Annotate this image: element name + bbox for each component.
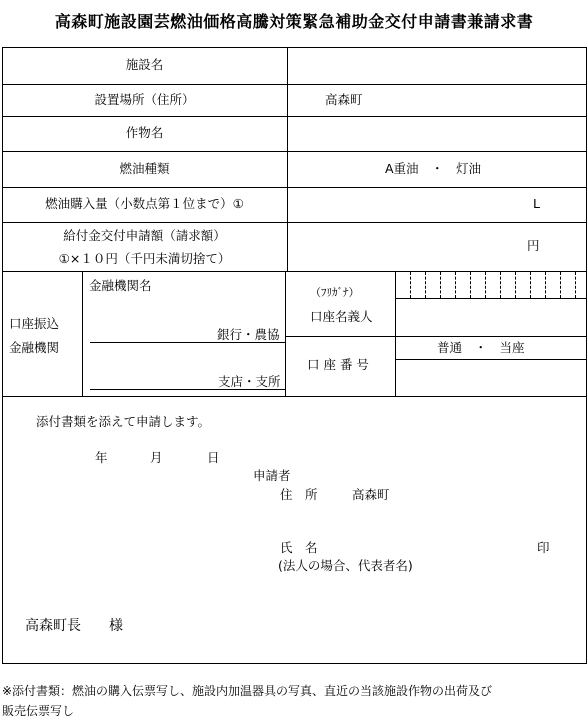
date-month: 月 <box>150 450 163 465</box>
applicant-label: 申請者 <box>253 468 291 483</box>
address-value: 高森町 <box>352 487 390 502</box>
grant-amount-label: 給付金交付申請額（請求額） <box>63 228 226 243</box>
fuel-amount-unit: L <box>533 196 540 211</box>
grant-amount-unit: 円 <box>527 238 540 253</box>
grant-amount-formula: ①×１０円（千円未満切捨て） <box>58 251 231 266</box>
branch-suffix: 支店・支所 <box>218 374 281 389</box>
application-statement: 添付書類を添えて申請します。 <box>36 414 211 429</box>
location-value: 高森町 <box>325 92 363 107</box>
date-year: 年 <box>95 450 108 465</box>
bank-section-label-2: 金融機関 <box>9 340 60 355</box>
fuel-type-label: 燃油種類 <box>119 161 170 176</box>
facility-name-label: 施設名 <box>125 57 164 72</box>
footnote <box>2 681 492 721</box>
document-title: 高森町施設園芸燃油価格高騰対策緊急補助金交付申請書兼請求書 <box>54 12 534 31</box>
crop-label: 作物名 <box>125 125 164 140</box>
fuel-amount-label: 燃油購入量（小数点第１位まで）① <box>45 196 244 211</box>
address-label: 住 所 <box>280 487 318 502</box>
location-label: 設置場所（住所） <box>94 92 195 107</box>
fuel-type-value: A重油 ・ 灯油 <box>385 161 482 176</box>
institution-label: 金融機関名 <box>89 278 152 293</box>
furigana-label: （ﾌﾘｶﾞﾅ） <box>310 286 360 299</box>
account-holder-label: 口座名義人 <box>310 309 373 324</box>
bank-suffix: 銀行・農協 <box>217 327 280 342</box>
footnote-line-2: 販売伝票写し <box>2 704 75 718</box>
addressee: 高森町長 様 <box>25 618 123 634</box>
account-number-label: 口 座 番 号 <box>307 357 369 372</box>
account-type-value: 普通 ・ 当座 <box>437 340 525 355</box>
footnote-line-1: ※添付書類：燃油の購入伝票写し、施設内加温器具の写真、直近の当該施設作物の出荷及び <box>2 684 493 698</box>
name-label: 氏 名 <box>280 540 318 555</box>
name-note: (法人の場合、代表者名) <box>278 558 413 573</box>
seal-mark: 印 <box>537 540 550 555</box>
date-day: 日 <box>207 450 220 465</box>
bank-section-label: 口座振込 <box>9 316 60 331</box>
